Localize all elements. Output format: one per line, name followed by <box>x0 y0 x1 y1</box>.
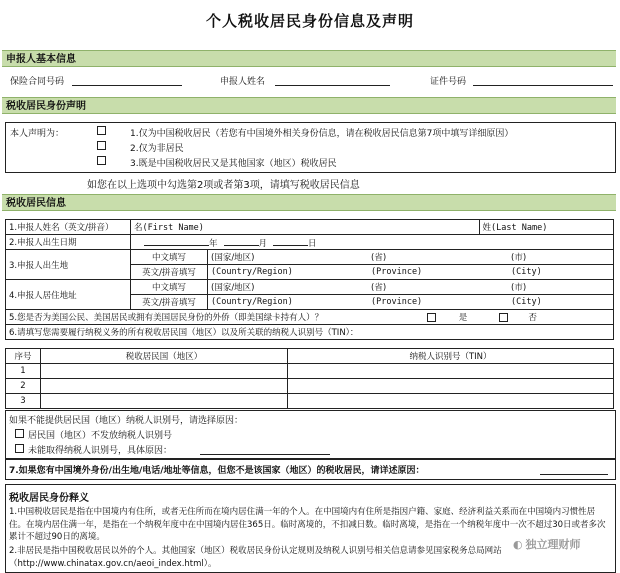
no-tin-reason-2-label: 未能取得纳税人识别号，具体原因： <box>28 446 173 456</box>
tin-number-field[interactable] <box>288 364 614 379</box>
tin-country-field[interactable] <box>41 379 288 394</box>
year-label: 年 <box>209 238 218 249</box>
tin-row-index: 3 <box>6 394 41 409</box>
explanation-title: 税收居民身份释义 <box>9 493 89 504</box>
address-cn-row <box>6 280 614 295</box>
tin-number-field[interactable] <box>288 379 614 394</box>
no-tin-reason-1-checkbox[interactable] <box>15 429 24 438</box>
no-tin-reason-1-label: 居民国（地区）不发放纳税人识别号 <box>28 431 173 441</box>
option-1-label: 1.仅为中国税收居民（若您有中国境外相关身份信息，请在税收居民信息第7项中填写详细原因） <box>130 129 514 139</box>
address-label: 4.申报人居住地址 <box>6 280 131 310</box>
tin-row <box>6 379 614 394</box>
declaration-note: 如您在以上选项中勾选第2项或者第3项，请填写税收居民信息 <box>87 180 360 191</box>
id-number-label: 证件号码 <box>430 77 467 87</box>
address-cn-country: (国家/地区) <box>211 283 255 293</box>
address-cn-label: 中文填写 <box>131 280 208 295</box>
tin-header-row <box>6 349 614 364</box>
birthplace-en-country: (Country/Region) <box>211 267 293 277</box>
declarant-label: 本人声明为： <box>10 129 65 139</box>
birthplace-cn-country: (国家/地区) <box>211 253 255 263</box>
address-cn-field[interactable] <box>208 280 614 295</box>
tin-header-tin: 纳税人识别号（TIN） <box>288 349 614 364</box>
watermark-text: 独立理财师 <box>525 538 581 551</box>
row7-label: 7.如果您有中国境外身份/出生地/电话/地址等信息，但您不是该国家（地区）的税收居民，请详述原因： <box>9 466 425 476</box>
birthplace-cn-city: (市) <box>511 253 527 263</box>
us-person-no-checkbox[interactable] <box>499 313 508 322</box>
birthdate-field[interactable] <box>131 235 614 250</box>
tin-table <box>5 348 614 409</box>
no-tin-prompt: 如果不能提供居民国（地区）纳税人识别号，请选择原因： <box>9 416 244 426</box>
tin-header-index: 序号 <box>6 349 41 364</box>
day-label: 日 <box>308 238 317 249</box>
section-header-resident-info: 税收居民信息 <box>2 194 616 211</box>
birthplace-en-province: (Province) <box>371 267 423 277</box>
tin-number-field[interactable] <box>288 394 614 409</box>
address-cn-city: (市) <box>511 283 527 293</box>
watermark-badge <box>510 536 605 554</box>
tin-row-index: 1 <box>6 364 41 379</box>
address-en-field[interactable] <box>208 295 614 310</box>
name-label: 1.申报人姓名（英文/拼音） <box>6 220 131 235</box>
address-en-city: (City) <box>511 297 542 307</box>
us-person-no-label: 否 <box>528 313 537 323</box>
tin-row <box>6 364 614 379</box>
birthdate-label: 2.申报人出生日期 <box>6 235 131 250</box>
first-name-field[interactable]: 名(First Name) <box>131 220 480 235</box>
page-title: 个人税收居民身份信息及声明 <box>205 12 414 30</box>
birthplace-cn-field[interactable] <box>208 250 614 265</box>
name-row <box>6 220 614 235</box>
birthplace-en-label: 英文/拼音填写 <box>131 265 208 280</box>
section-header-basic-info: 申报人基本信息 <box>2 50 616 67</box>
tax-country-row <box>6 325 614 340</box>
birthplace-cn-label: 中文填写 <box>131 250 208 265</box>
birthplace-cn-row <box>6 250 614 265</box>
us-person-yes-checkbox[interactable] <box>427 313 436 322</box>
tin-row-index: 2 <box>6 379 41 394</box>
option-3-label: 3.既是中国税收居民又是其他国家（地区）税收居民 <box>130 159 337 169</box>
tax-country-prompt: 6.请填写您需要履行纳税义务的所有税收居民国（地区）以及所关联的纳税人识别号（TIN）： <box>6 325 614 340</box>
address-en-country: (Country/Region) <box>211 297 293 307</box>
birthplace-label: 3.申报人出生地 <box>6 250 131 280</box>
tin-header-country: 税收居民国（地区） <box>41 349 288 364</box>
explanation-p2: 2.非居民是指中国税收居民以外的个人。其他国家（地区）税收居民身份认定规则及纳税人识别号相关信息请参见国家税务总局网站（http://www.chinatax.gov.cn/aeoi_index.html）。 <box>9 546 502 569</box>
birthdate-row <box>6 235 614 250</box>
section-header-declaration: 税收居民身份声明 <box>2 97 616 114</box>
birthplace-en-field[interactable] <box>208 265 614 280</box>
birthplace-cn-province: (省) <box>371 253 387 263</box>
tin-country-field[interactable] <box>41 394 288 409</box>
no-tin-reason-2-field[interactable] <box>200 444 330 455</box>
explanation-p1: 1.中国税收居民是指在中国境内有住所，或者无住所而在境内居住满一年的个人。在中国境内有住所是指因户籍、家庭、经济利益关系而在中国境内习惯性居住。在境内居住满一年，是指在一个纳税年度中在中国境内居住365日。临时离境的，不扣减日数。临时离境，是指在一个纳税年度中一次不超过30日或者多次累计不超过90日的离境。 <box>9 507 606 542</box>
option-2-checkbox[interactable] <box>97 141 106 150</box>
applicant-name-label: 申报人姓名 <box>220 77 266 87</box>
id-number-field[interactable] <box>473 75 613 86</box>
applicant-name-field[interactable] <box>275 75 390 86</box>
tin-country-field[interactable] <box>41 364 288 379</box>
birthplace-en-city: (City) <box>511 267 542 277</box>
no-tin-reason-2-checkbox[interactable] <box>15 444 24 453</box>
policy-number-field[interactable] <box>72 75 182 86</box>
tin-row <box>6 394 614 409</box>
option-3-checkbox[interactable] <box>97 156 106 165</box>
option-2-label: 2.仅为非居民 <box>130 144 184 154</box>
us-person-question: 5.您是否为美国公民、美国居民或拥有美国居民身份的外侨（即美国绿卡持有人）？ <box>9 313 324 323</box>
wechat-icon: ◐ <box>513 538 523 551</box>
us-person-yes-label: 是 <box>458 313 468 323</box>
option-1-checkbox[interactable] <box>97 126 106 135</box>
us-person-row <box>6 310 614 325</box>
us-person-cell <box>6 310 614 325</box>
month-label: 月 <box>258 238 268 249</box>
policy-number-label: 保险合同号码 <box>10 77 65 87</box>
last-name-field[interactable]: 姓(Last Name) <box>479 220 613 235</box>
address-cn-province: (省) <box>371 283 387 293</box>
address-en-province: (Province) <box>371 297 423 307</box>
row7-reason-field[interactable] <box>540 464 608 475</box>
address-en-label: 英文/拼音填写 <box>131 295 208 310</box>
resident-info-table <box>5 219 614 340</box>
